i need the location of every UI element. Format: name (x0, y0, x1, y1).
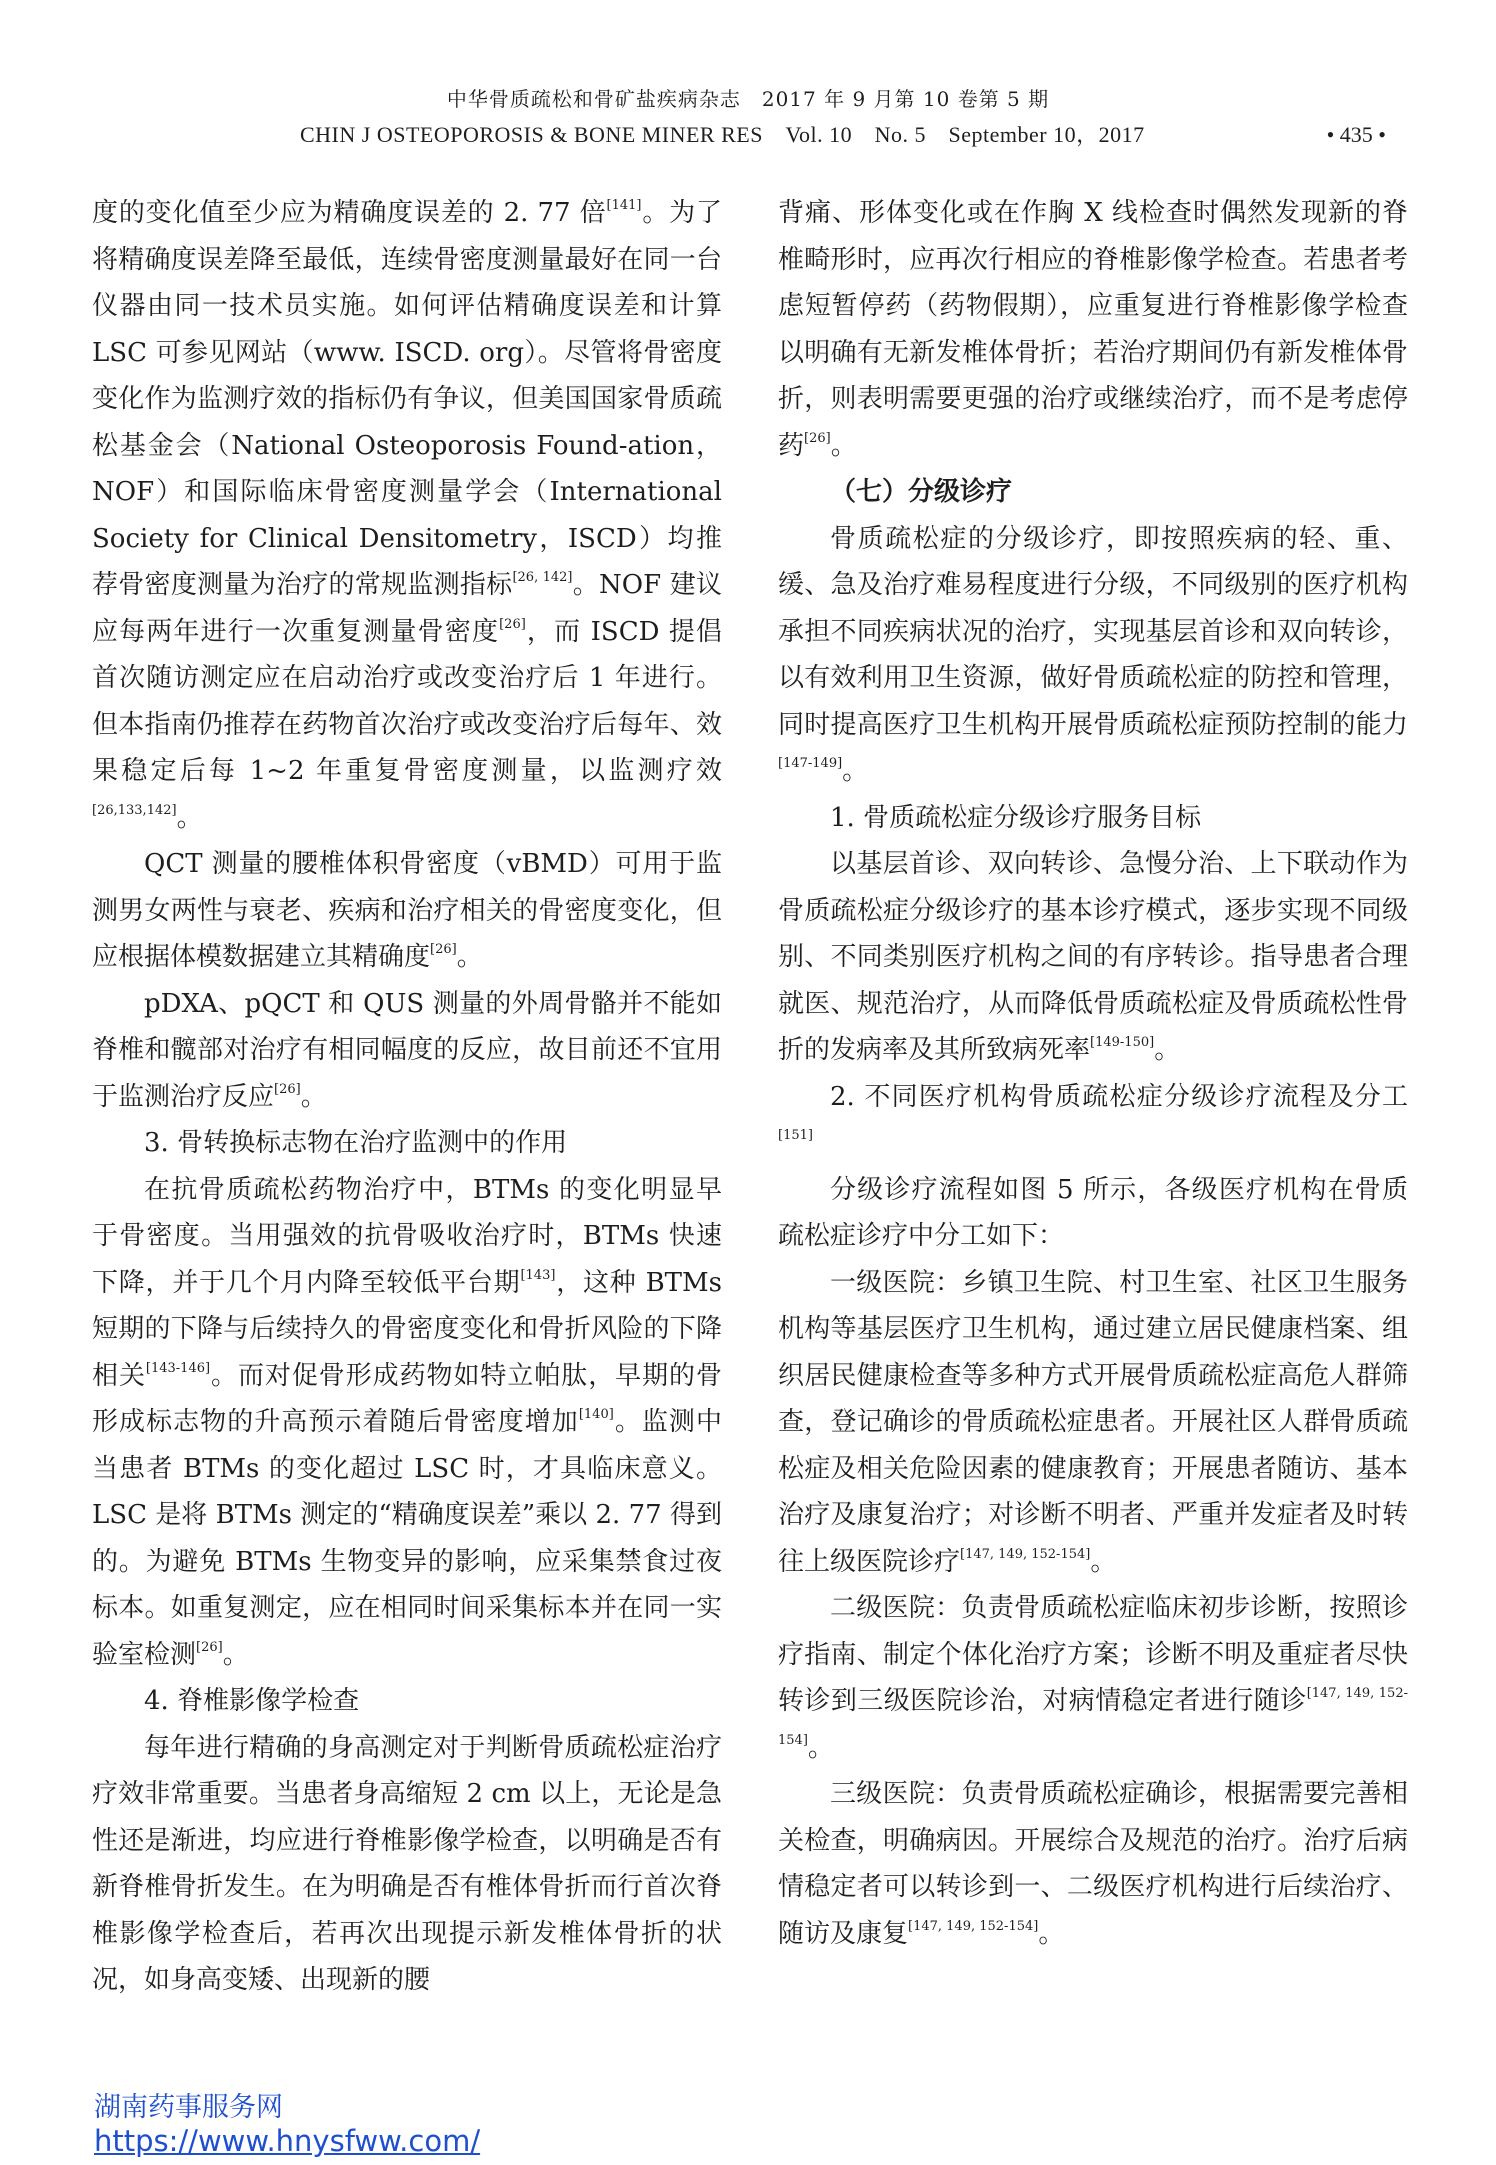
paragraph-secondary-hospital: 二级医院：负责骨质疏松症临床初步诊断，按照诊疗指南、制定个体化治疗方案；诊断不明及重症者尽快转诊到三级医院诊治，对病情稳定者进行随诊[147, 149, 152-154]。 (778, 1593, 1408, 1763)
citation: [26] (430, 942, 457, 957)
paragraph-service-goals: 以基层首诊、双向转诊、急慢分治、上下联动作为骨质疏松症分级诊疗的基本诊疗模式，逐步实现不同级别、不同类别医疗机构之间的有序转诊。指导患者合理就医、规范治疗，从而降低骨质疏松症及骨质疏松性骨折的发病率及其所致病死率[149-150]。 (778, 849, 1408, 1065)
paragraph-qct: QCT 测量的腰椎体积骨密度（vBMD）可用于监测男女两性与衰老、疾病和治疗相关的骨密度变化，但应根据体模数据建立其精确度[26]。 (92, 849, 722, 972)
citation: [26, 142] (512, 570, 573, 585)
heading-service-goals: 1. 骨质疏松症分级诊疗服务目标 (830, 802, 1202, 833)
heading-tiered-care: （七）分级诊疗 (830, 477, 1013, 507)
citation: [26] (274, 1081, 301, 1097)
citation: [147, 149, 152-154] (960, 1546, 1091, 1562)
heading-spine-imaging: 4. 脊椎影像学检查 (144, 1686, 360, 1716)
paragraph-btm: 在抗骨质疏松药物治疗中，BTMs 的变化明显早于骨密度。当用强效的抗骨吸收治疗时，BTMs 快速下降，并于几个月内降至较低平台期[143]，这种 BTMs 短期的下降与后续持久的骨密度变化和骨折风险的下降相关[143-146]。而对促骨形成药物如特立帕肽，早期的骨形成标志物的升高预示着随后骨密度增加[140]。监测中当患者 BTMs 的变化超过 LSC 时，才具临床意义。LSC 是将 BTMs 测定的“精确度误差”乘以 2. 77 得到的。为避免 BTMs 生物变异的影响，应采集禁食过夜标本。如重复测定，应在相同时间采集标本并在同一实验室检测[26]。 (92, 1174, 722, 1670)
watermark-url-link[interactable]: https://www.hnysfww.com/ (94, 2124, 481, 2158)
citation: [143-146] (145, 1360, 211, 1376)
paragraph-workflow: 分级诊疗流程如图 5 所示，各级医疗机构在骨质疏松症诊疗中分工如下： (778, 1174, 1408, 1251)
left-column (92, 190, 722, 2004)
heading-workflow: 2. 不同医疗机构骨质疏松症分级诊疗流程及分工[151] (778, 1081, 1408, 1143)
citation: [147, 149, 152-154] (778, 1686, 1408, 1748)
citation: [141] (606, 198, 642, 213)
page-number: • 435 • (1326, 122, 1386, 147)
paragraph-pdxa: pDXA、pQCT 和 QUS 测量的外周骨骼并不能如脊椎和髋部对治疗有相同幅度的反应，故目前还不宜用于监测治疗反应[26]。 (92, 988, 722, 1112)
citation: [26] (804, 430, 831, 446)
citation: [140] (578, 1407, 614, 1422)
paragraph-tertiary-hospital: 三级医院：负责骨质疏松症确诊，根据需要完善相关检查，明确病因。开展综合及规范的治疗。治疗后病情稳定者可以转诊到一、二级医疗机构进行后续治疗、随访及康复[147, 149, 152-154]。 (778, 1779, 1408, 1949)
paragraph-back-pain: 背痛、形体变化或在作胸 X 线检查时偶然发现新的脊椎畸形时，应再次行相应的脊椎影像学检查。若患者考虑短暂停药（药物假期），应重复进行脊椎影像学检查以明确有无新发椎体骨折；若治疗期间仍有新发椎体骨折，则表明需要更强的治疗或继续治疗，而不是考虑停药[26]。 (778, 198, 1408, 461)
right-column (778, 190, 1408, 1957)
paragraph-tiered-care: 骨质疏松症的分级诊疗，即按照疾病的轻、重、缓、急及治疗难易程度进行分级，不同级别的医疗机构承担不同疾病状况的治疗，实现基层首诊和双向转诊，以有效利用卫生资源，做好骨质疏松症的防控和管理，同时提高医疗卫生机构开展骨质疏松症预防控制的能力[147-149]。 (778, 523, 1408, 786)
citation: [151] (778, 1128, 813, 1143)
site-watermark (94, 2092, 480, 2158)
journal-title-en: CHIN J OSTEOPOROSIS & BONE MINER RES Vol. 10 No. 5 September 10，2017 (300, 122, 1145, 147)
citation: [149-150] (1090, 1035, 1155, 1050)
paragraph-height: 每年进行精确的身高测定对于判断骨质疏松症治疗疗效非常重要。当患者身高缩短 2 cm 以上，无论是急性还是渐进，均应进行脊椎影像学检查，以明确是否有新脊椎骨折发生。在为明确是否有椎体骨折而行首次脊椎影像学检查后，若再次出现提示新发椎体骨折的状况，如身高变矮、出现新的腰 (92, 1732, 722, 1995)
citation: [26] (499, 616, 526, 632)
heading-btm: 3. 骨转换标志物在治疗监测中的作用 (144, 1128, 568, 1158)
journal-title-cn: 中华骨质疏松和骨矿盐疾病杂志 2017 年 9 月第 10 卷第 5 期 (446, 87, 1050, 111)
citation: [26] (196, 1639, 223, 1655)
citation: [26,133,142] (92, 802, 177, 818)
watermark-site-name: 湖南药事服务网 (94, 2092, 283, 2123)
paragraph-bmd-change: 度的变化值至少应为精确度误差的 2. 77 倍[141]。为了将精确度误差降至最低，连续骨密度测量最好在同一台仪器由同一技术员实施。如何评估精确度误差和计算 LSC 可参见网站（www. ISCD. org）。尽管将骨密度变化作为监测疗效的指标仍有争议，但美国国家骨质疏松基金会（National Osteoporosis Found-ation，NOF）和国际临床骨密度测量学会（International Society for Clinical Densitometry，ISCD）均推荐骨密度测量为治疗的常规监测指标[26, 142]。NOF 建议应每两年进行一次重复测量骨密度[26]，而 ISCD 提倡首次随访测定应在启动治疗或改变治疗后 1 年进行。但本指南仍推荐在药物首次治疗或改变治疗后每年、效果稳定后每 1~2 年重复骨密度测量，以监测疗效[26,133,142]。 (92, 198, 722, 833)
citation: [147-149] (778, 756, 843, 771)
citation: [143] (520, 1267, 556, 1283)
paragraph-primary-hospital: 一级医院：乡镇卫生院、村卫生室、社区卫生服务机构等基层医疗卫生机构，通过建立居民健康档案、组织居民健康检查等多种方式开展骨质疏松症高危人群筛查，登记确诊的骨质疏松症患者。开展社区人群骨质疏松症及相关危险因素的健康教育；开展患者随访、基本治疗及康复治疗；对诊断不明者、严重并发症者及时转往上级医院诊疗[147, 149, 152-154]。 (778, 1267, 1408, 1577)
citation: [147, 149, 152-154] (908, 1918, 1039, 1934)
